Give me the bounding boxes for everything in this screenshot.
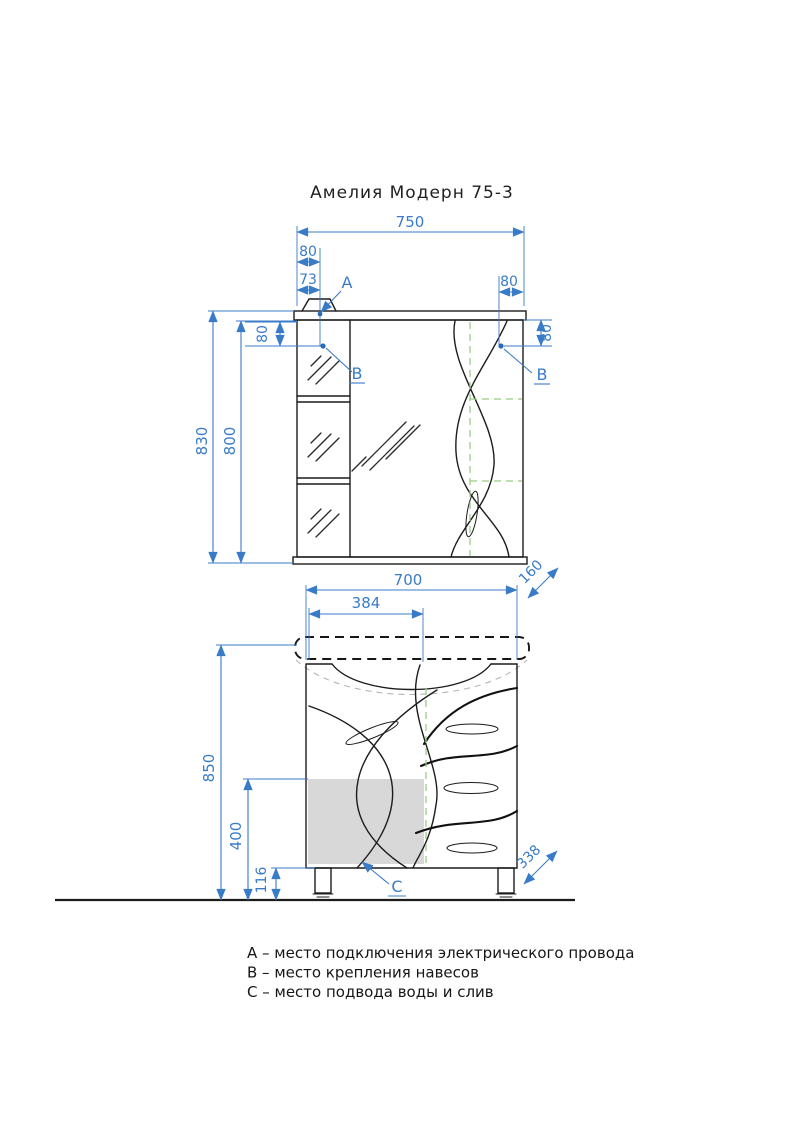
dim-mc-width: 750	[395, 213, 425, 231]
callout-b-left: B	[351, 364, 363, 383]
callout-a: A	[341, 273, 353, 292]
dim-mc-light-width: 80	[299, 244, 317, 260]
point-b-right	[498, 343, 503, 348]
callout-b-right: B	[536, 365, 548, 384]
dim-v-zone-height: 400	[227, 821, 245, 851]
dim-v-basin: 384	[351, 594, 381, 612]
vanity-legs	[313, 868, 516, 897]
mirror-hatch-left	[308, 356, 339, 537]
dim-mc-hinge-right: 80	[539, 324, 555, 342]
decor-waves-cabinet	[451, 321, 509, 557]
mirror-cabinet-dimensions	[193, 213, 555, 563]
dim-mc-hinge-left: 80	[255, 325, 271, 343]
dim-mc-right-offset: 80	[500, 274, 518, 290]
vanity-view	[55, 637, 575, 900]
drawing-title: Амелия Модерн 75-3	[310, 183, 514, 203]
legend-line-a: A – место подключения электрического провода	[247, 944, 635, 962]
light-fixture	[302, 299, 336, 311]
dim-v-bottom-depth: 338	[514, 842, 545, 873]
basin-recess-curve	[332, 664, 491, 690]
mirror-hatch-door	[352, 422, 420, 471]
dim-v-width: 700	[393, 571, 423, 589]
cabinet-bottom-strip	[293, 557, 527, 564]
dim-mc-light-offset: 73	[299, 272, 317, 288]
legend-line-b: B – место крепления навесов	[247, 963, 479, 982]
water-supply-zone	[308, 779, 424, 864]
cabinet-top-band	[294, 311, 526, 320]
point-a	[318, 312, 323, 317]
dim-v-top-depth: 160	[516, 557, 547, 588]
dim-mc-height-total: 830	[193, 426, 211, 456]
dim-mc-height-door: 800	[221, 426, 239, 456]
legend	[247, 944, 634, 1001]
legend-line-c: C – место подвода воды и слив	[247, 983, 494, 1001]
point-b-left	[320, 343, 325, 348]
sink-outline	[295, 637, 529, 659]
dim-v-height: 850	[200, 753, 218, 783]
callout-c: C	[391, 877, 403, 896]
mirror-cabinet-view	[293, 299, 527, 564]
cabinet-door-handle	[463, 491, 480, 538]
dim-v-leg-height: 116	[254, 866, 270, 894]
